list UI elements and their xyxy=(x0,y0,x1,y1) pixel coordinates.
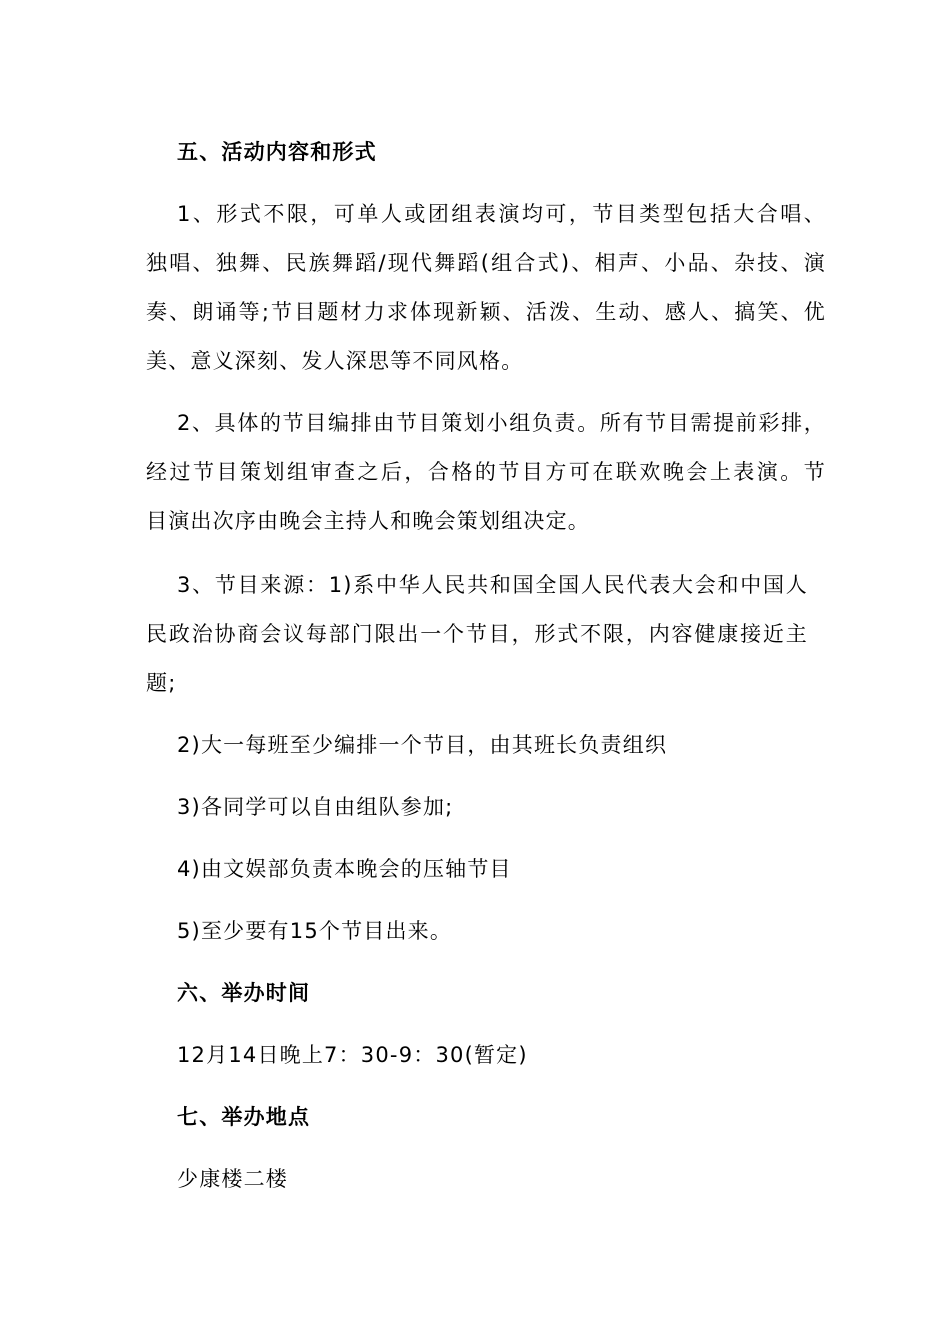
paragraph-1-line-4: 美、意义深刻、发人深思等不同风格。 xyxy=(146,349,524,373)
list-item: 4)由文娱部负责本晚会的压轴节目 xyxy=(177,857,512,881)
paragraph-1-line-3: 奏、朗诵等;节目题材力求体现新颖、活泼、生动、感人、搞笑、优 xyxy=(146,300,826,324)
section-7-heading: 七、举办地点 xyxy=(177,1105,311,1129)
paragraph-3-line-2: 民政治协商会议每部门限出一个节目，形式不限，内容健康接近主 xyxy=(146,622,808,646)
section-5-heading: 五、活动内容和形式 xyxy=(177,140,377,164)
paragraph-3-line-1: 3、节目来源：1)系中华人民共和国全国人民代表大会和中国人 xyxy=(177,573,808,597)
paragraph-2-line-1: 2、具体的节目编排由节目策划小组负责。所有节目需提前彩排， xyxy=(177,411,826,435)
section-6-heading: 六、举办时间 xyxy=(177,981,311,1005)
paragraph-2-line-3: 目演出次序由晚会主持人和晚会策划组决定。 xyxy=(146,509,590,533)
paragraph-1-line-2: 独唱、独舞、民族舞蹈/现代舞蹈(组合式)、相声、小品、杂技、演 xyxy=(146,251,826,275)
list-item: 3)各同学可以自由组队参加; xyxy=(177,795,454,819)
paragraph-2-line-2: 经过节目策划组审查之后，合格的节目方可在联欢晚会上表演。节 xyxy=(146,460,826,484)
list-item: 2)大一每班至少编排一个节目，由其班长负责组织 xyxy=(177,733,668,757)
list-item: 5)至少要有15个节目出来。 xyxy=(177,919,453,943)
paragraph-1-line-1: 1、形式不限，可单人或团组表演均可，节目类型包括大合唱、 xyxy=(177,202,826,226)
paragraph-3-line-3: 题; xyxy=(146,671,177,695)
event-time: 12月14日晚上7：30-9：30(暂定) xyxy=(177,1043,528,1067)
event-location: 少康楼二楼 xyxy=(177,1167,288,1191)
